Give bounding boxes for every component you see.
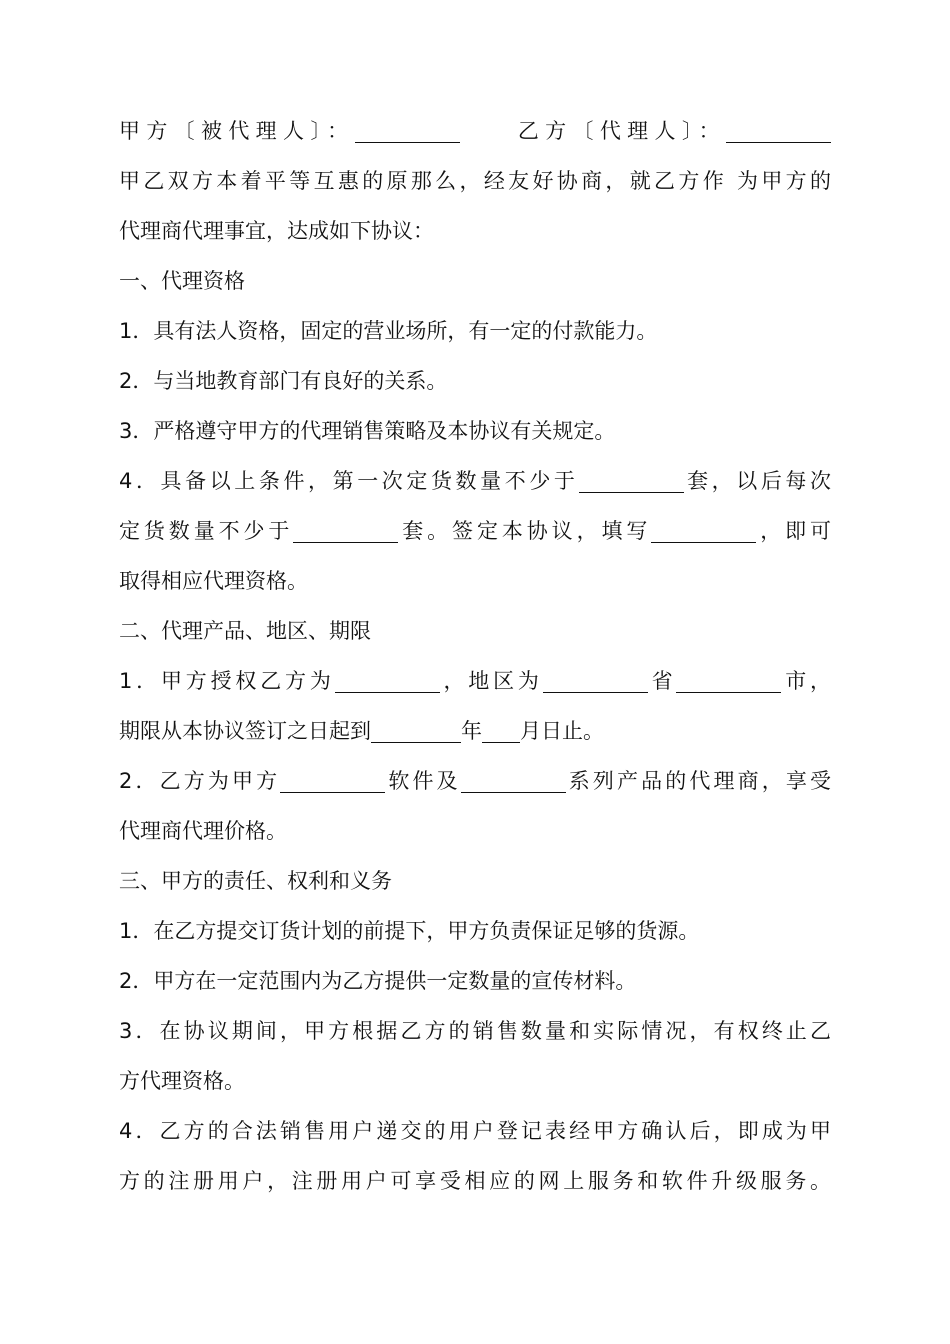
section-3-item-4-line-2: 方的注册用户，注册用户可享受相应的网上服务和软件升级服务。 bbox=[119, 1169, 831, 1193]
section-2-item-2-line-1 bbox=[119, 756, 831, 806]
section-1-item-1: 1．具有法人资格，固定的营业场所，有一定的付款能力。 bbox=[119, 319, 658, 343]
section-1-item-2: 2．与当地教育部门有良好的关系。 bbox=[119, 369, 448, 393]
section-1-item-4-line-3: 取得相应代理资格。 bbox=[119, 569, 308, 593]
section-3-item-3-line-1: 3．在协议期间，甲方根据乙方的销售数量和实际情况，有权终止乙 bbox=[119, 1019, 831, 1043]
party-b-label: 乙方〔代理人〕： bbox=[511, 119, 726, 143]
s2-item2-text-b: 软件及 bbox=[385, 769, 461, 793]
item4-text-b: 套，以后每次 bbox=[683, 469, 832, 493]
s2-item1-text-c: 省 bbox=[647, 669, 677, 693]
section-2-heading: 二、代理产品、地区、期限 bbox=[119, 619, 371, 643]
order-quantity-blank[interactable] bbox=[293, 520, 398, 543]
party-a-blank[interactable] bbox=[355, 120, 460, 143]
item4-text-c: 定货数量不少于 bbox=[119, 519, 294, 543]
product-series-blank[interactable] bbox=[461, 770, 566, 793]
s2-item1-text-g: 月日止。 bbox=[520, 719, 604, 743]
first-order-quantity-blank[interactable] bbox=[579, 470, 684, 493]
section-2-item-1-line-1 bbox=[119, 656, 831, 706]
item4-text-a: 4．具备以上条件，第一次定货数量不少于 bbox=[119, 469, 579, 493]
s2-item1-text-b: ，地区为 bbox=[439, 669, 543, 693]
section-1-heading: 一、代理资格 bbox=[119, 269, 245, 293]
city-blank[interactable] bbox=[676, 670, 781, 693]
agreement-page bbox=[119, 106, 831, 1206]
intro-line-1: 甲乙双方本着平等互惠的原那么，经友好协商，就乙方作 为甲方的 bbox=[119, 169, 831, 193]
section-3-item-3-line-2: 方代理资格。 bbox=[119, 1069, 245, 1093]
province-blank[interactable] bbox=[543, 670, 648, 693]
authorized-role-blank[interactable] bbox=[335, 670, 440, 693]
parties-line bbox=[119, 106, 831, 156]
s2-item1-text-f: 年 bbox=[461, 719, 482, 743]
party-a-label: 甲方〔被代理人〕： bbox=[119, 119, 355, 143]
section-2-item-2-line-2: 代理商代理价格。 bbox=[119, 819, 287, 843]
section-2-item-1-line-2 bbox=[119, 706, 831, 756]
month-blank[interactable] bbox=[482, 720, 520, 743]
s2-item1-text-e: 期限从本协议签订之日起到 bbox=[119, 719, 371, 743]
year-blank[interactable] bbox=[371, 720, 461, 743]
s2-item1-text-d: 市， bbox=[781, 669, 831, 693]
intro-line-2: 代理商代理事宜，达成如下协议： bbox=[119, 219, 434, 243]
party-b-blank[interactable] bbox=[726, 120, 831, 143]
s2-item1-text-a: 1．甲方授权乙方为 bbox=[119, 669, 335, 693]
s2-item2-text-c: 系列产品的代理商，享受 bbox=[565, 769, 831, 793]
s2-item2-text-a: 2．乙方为甲方 bbox=[119, 769, 281, 793]
item4-text-d: 套。签定本协议，填写 bbox=[398, 519, 652, 543]
section-3-heading: 三、甲方的责任、权利和义务 bbox=[119, 869, 392, 893]
software-blank[interactable] bbox=[280, 770, 385, 793]
section-1-item-3: 3．严格遵守甲方的代理销售策略及本协议有关规定。 bbox=[119, 419, 616, 443]
section-1-item-4-line-1 bbox=[119, 456, 831, 506]
section-3-item-2: 2．甲方在一定范围内为乙方提供一定数量的宣传材料。 bbox=[119, 969, 637, 993]
item4-text-e: ，即可 bbox=[756, 519, 832, 543]
section-1-item-4-line-2 bbox=[119, 506, 831, 556]
section-3-item-1: 1．在乙方提交订货计划的前提下，甲方负责保证足够的货源。 bbox=[119, 919, 700, 943]
fill-in-blank[interactable] bbox=[651, 520, 756, 543]
section-3-item-4-line-1: 4．乙方的合法销售用户递交的用户登记表经甲方确认后，即成为甲 bbox=[119, 1119, 831, 1143]
